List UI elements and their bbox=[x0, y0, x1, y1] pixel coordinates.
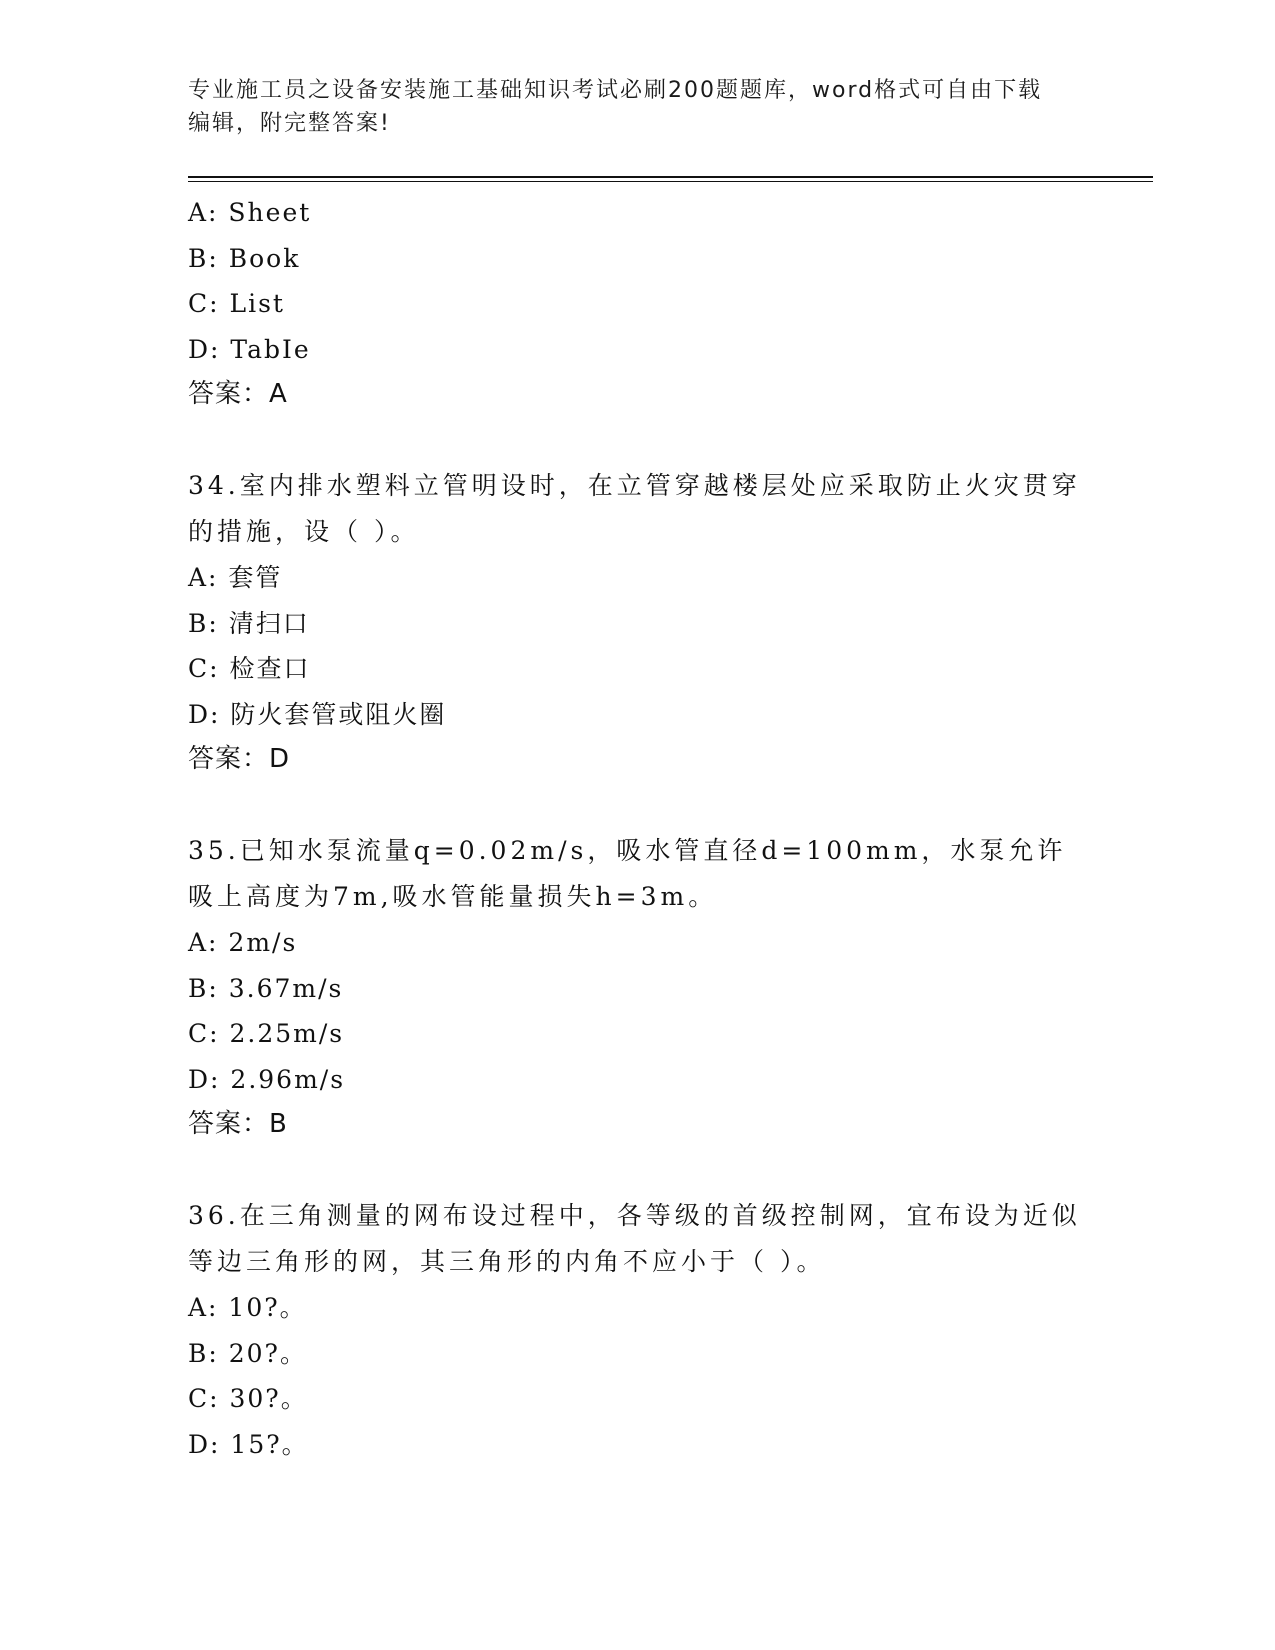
header-title-line-1: 专业施工员之设备安装施工基础知识考试必刷200题题库，word格式可自由下载 bbox=[188, 78, 1043, 103]
option-a: A: 套管 bbox=[188, 563, 283, 592]
option-c: C: List bbox=[188, 289, 285, 318]
spacer bbox=[188, 1147, 1088, 1193]
question-list bbox=[188, 190, 1088, 1467]
question-text: 35.已知水泵流量q=0.02m/s，吸水管直径d=100mm，水泵允许吸上高度为7m,吸水管能量损失h=3m。 bbox=[188, 836, 1067, 911]
option-a: A: Sheet bbox=[188, 198, 312, 227]
option-d: D: TabIe bbox=[188, 334, 311, 364]
option-d: D: 2.96m/s bbox=[188, 1064, 346, 1094]
header-title-line-2: 编辑，附完整答案! bbox=[188, 111, 391, 136]
document-header bbox=[188, 74, 1088, 140]
question-block-34 bbox=[188, 463, 1088, 782]
option-c: C: 2.25m/s bbox=[188, 1019, 345, 1048]
option-b: B: Book bbox=[188, 243, 301, 273]
header-divider bbox=[188, 176, 1153, 182]
answer-label: 答案：A bbox=[188, 379, 288, 409]
question-text: 36.在三角测量的网布设过程中，各等级的首级控制网，宜布设为近似等边三角形的网，其三角形的内角不应小于（ ）。 bbox=[188, 1201, 1081, 1276]
answer-label: 答案：B bbox=[188, 1109, 288, 1139]
answer-label: 答案：D bbox=[188, 744, 291, 774]
question-text: 34.室内排水塑料立管明设时，在立管穿越楼层处应采取防止火灾贯穿的措施，设（ ）。 bbox=[188, 471, 1081, 546]
option-c: C: 30?。 bbox=[188, 1384, 308, 1413]
option-a: A: 10?。 bbox=[188, 1293, 307, 1322]
option-c: C: 检查口 bbox=[188, 654, 311, 683]
option-b: B: 清扫口 bbox=[188, 608, 310, 638]
spacer bbox=[188, 417, 1088, 463]
option-b: B: 20?。 bbox=[188, 1338, 307, 1368]
option-a: A: 2m/s bbox=[188, 928, 298, 957]
question-block-33 bbox=[188, 190, 1088, 417]
question-block-36 bbox=[188, 1193, 1088, 1467]
spacer bbox=[188, 782, 1088, 828]
option-d: D: 15?。 bbox=[188, 1429, 309, 1459]
question-block-35 bbox=[188, 828, 1088, 1147]
option-d: D: 防火套管或阻火圈 bbox=[188, 699, 447, 729]
option-b: B: 3.67m/s bbox=[188, 973, 344, 1003]
